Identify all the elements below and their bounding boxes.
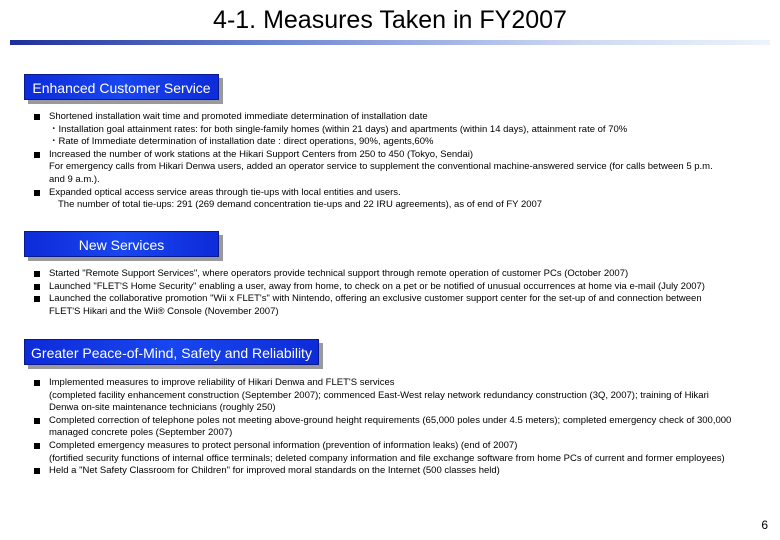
continuation-line: For emergency calls from Hikari Denwa users, added an operator service to supplement the conventional machine-answered service (for calls between 5 p.m. <box>49 161 713 173</box>
bullet-text: Launched "FLET'S Home Security" enabling a user, away from home, to check on a pet or be notified of unusual occurrences at home via e-mail (July 2007) <box>49 280 705 292</box>
continuation-line: (completed facility enhancement construction (September 2007); commenced East-West relay network redundancy construction (3Q, 2007); training of Hikari <box>49 389 709 401</box>
bullet-text: Launched the collaborative promotion "Wii x FLET's" with Nintendo, offering an exclusive customer support center for the set-up of and connection between <box>49 293 702 305</box>
bullet-text: Increased the number of work stations at the Hikari Support Centers from 250 to 450 (Tokyo, Sendai) <box>49 148 474 160</box>
bullet-text: Held a "Net Safety Classroom for Children" for improved moral standards on the Internet (500 classes held) <box>49 465 500 477</box>
continuation-line: managed concrete poles (September 2007) <box>49 427 233 439</box>
page-title: 4-1. Measures Taken in FY2007 <box>213 6 567 34</box>
bullet-item <box>34 111 770 124</box>
bullet-square-icon <box>34 284 40 290</box>
section-heading-peace-of-mind: Greater Peace-of-Mind, Safety and Reliability <box>24 339 319 365</box>
sub-item: ・Installation goal attainment rates: for both single-family homes (within 21 days) and apartments (within 14 days), attainment rate of 70% <box>49 123 628 135</box>
sub-item: ・Rate of Immediate determination of installation date : direct operations, 90%, agents,60% <box>49 136 434 148</box>
bullet-item <box>34 465 770 478</box>
section-heading-enhanced-customer-service: Enhanced Customer Service <box>24 74 219 100</box>
bullet-text: Implemented measures to improve reliability of Hikari Denwa and FLET'S services <box>49 377 395 388</box>
bullet-item <box>34 377 770 390</box>
page-number: 6 <box>761 518 768 532</box>
bullet-square-icon <box>34 152 40 158</box>
bullet-item <box>34 293 770 306</box>
bullet-square-icon <box>34 468 40 474</box>
bullet-square-icon <box>34 443 40 449</box>
bullet-text: Shortened installation wait time and promoted immediate determination of installation date <box>49 111 428 122</box>
bullet-text: Completed emergency measures to protect personal information (prevention of information leaks) (end of 2007) <box>49 439 518 451</box>
bullet-text: Completed correction of telephone poles not meeting above-ground height requirements (65,000 poles under 4.5 meters); completed emergency check of 300,000 <box>49 414 732 426</box>
bullet-item <box>34 281 770 294</box>
title-underline <box>10 40 770 45</box>
continuation-line: (fortified security functions of internal office terminals; deleted company information and file exchange software from home PCs of current and former employees) <box>49 452 725 464</box>
bullet-square-icon <box>34 190 40 196</box>
bullet-text: Expanded optical access service areas through tie-ups with local entities and users. <box>49 186 401 198</box>
bullet-item <box>34 440 770 453</box>
bullet-square-icon <box>34 271 40 277</box>
bullet-item <box>34 187 770 200</box>
section-body-enhanced-customer-service <box>34 111 770 212</box>
bullet-text: Started "Remote Support Services", where operators provide technical support through remote operation of customer PCs (October 2007) <box>49 268 629 279</box>
bullet-item <box>34 268 770 281</box>
bullet-item <box>34 415 770 428</box>
bullet-square-icon <box>34 418 40 424</box>
bullet-square-icon <box>34 114 40 120</box>
continuation-line: FLET'S Hikari and the Wii® Console (November 2007) <box>49 305 279 317</box>
bullet-square-icon <box>34 380 40 386</box>
continuation-line: and 9 a.m.). <box>49 173 100 185</box>
section-body-peace-of-mind <box>34 377 770 478</box>
bullet-item <box>34 149 770 162</box>
section-heading-new-services: New Services <box>24 231 219 257</box>
bullet-square-icon <box>34 296 40 302</box>
continuation-line: Denwa on-site maintenance technicians (roughly 250) <box>49 402 276 414</box>
section-body-new-services <box>34 268 770 318</box>
sub-item: The number of total tie-ups: 291 (269 demand concentration tie-ups and 22 IRU agreements), as of end of FY 2007 <box>58 199 543 211</box>
